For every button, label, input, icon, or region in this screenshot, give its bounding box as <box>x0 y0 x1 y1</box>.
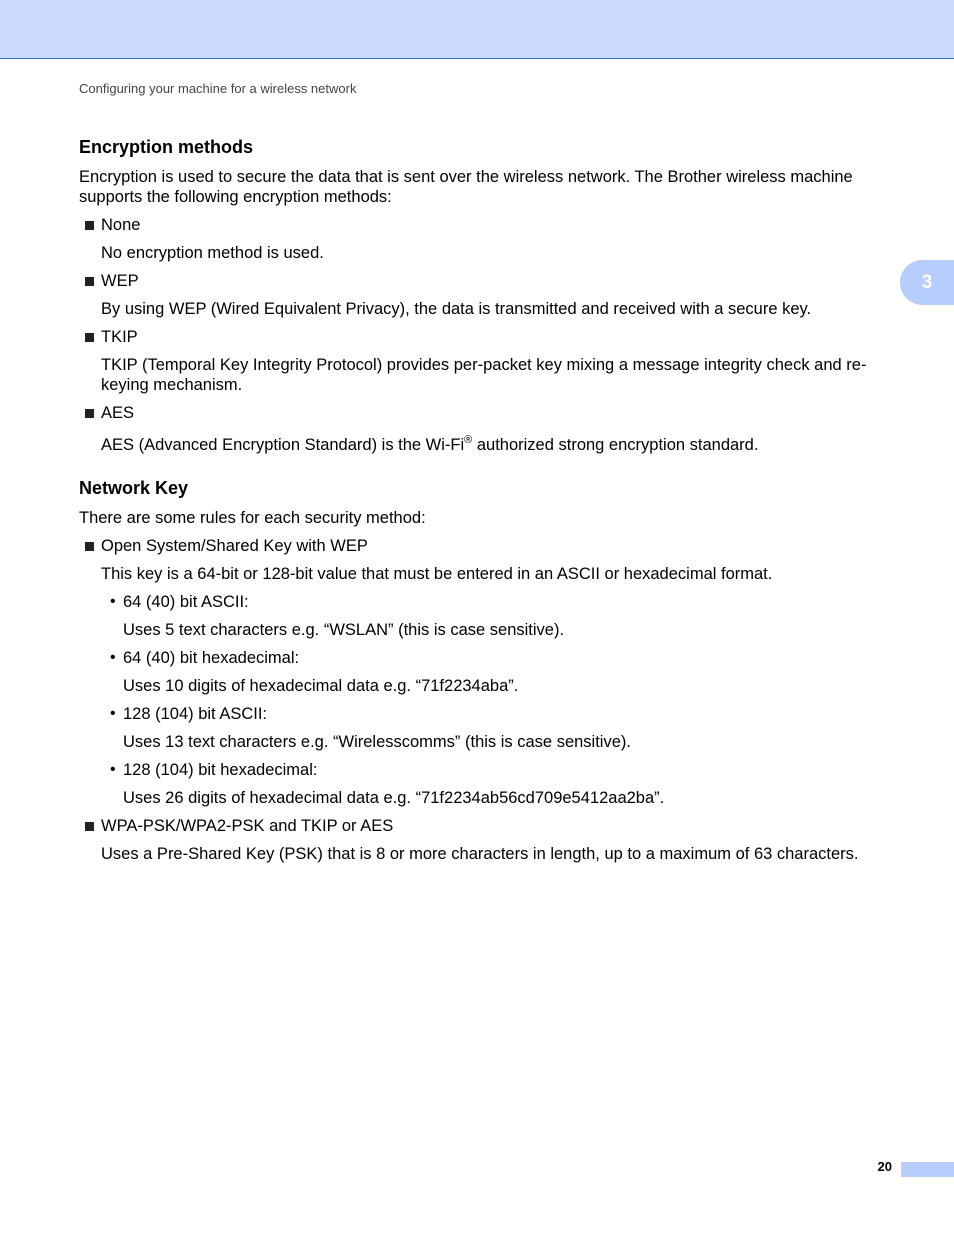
sub-list-item <box>79 592 894 612</box>
running-header: Configuring your machine for a wireless network <box>79 81 357 96</box>
round-bullet-icon: • <box>110 649 116 666</box>
list-item <box>79 215 894 235</box>
sub-item-title: 128 (104) bit ASCII: <box>123 705 267 723</box>
sub-list-item <box>79 760 894 780</box>
aes-desc-text: AES (Advanced Encryption Standard) is the Wi-Fi <box>101 436 465 454</box>
round-bullet-icon: • <box>110 593 116 610</box>
sub-item-description: Uses 10 digits of hexadecimal data e.g. “71f2234aba”. <box>123 677 519 695</box>
item-title: TKIP <box>101 328 138 346</box>
sub-item-title: 128 (104) bit hexadecimal: <box>123 761 318 779</box>
item-description: No encryption method is used. <box>101 244 324 262</box>
item-title: None <box>101 216 141 234</box>
round-bullet-icon: • <box>110 761 116 778</box>
encryption-intro: Encryption is used to secure the data that is sent over the wireless network. The Brother wireless machine supports the following encryption methods: <box>79 168 853 206</box>
item-title: AES <box>101 404 135 422</box>
footer-bar <box>901 1162 954 1177</box>
square-bullet-icon <box>85 542 94 551</box>
square-bullet-icon <box>85 409 94 418</box>
item-title: WEP <box>101 272 139 290</box>
header-band <box>0 0 954 59</box>
section-heading-encryption: Encryption methods <box>79 137 254 157</box>
item-title: Open System/Shared Key with WEP <box>101 537 368 555</box>
list-item <box>79 536 894 556</box>
item-description: By using WEP (Wired Equivalent Privacy), the data is transmitted and received with a secure key. <box>101 300 812 318</box>
page-content <box>79 136 894 872</box>
sub-item-description: Uses 13 text characters e.g. “Wirelesscomms” (this is case sensitive). <box>123 733 631 751</box>
aes-desc-text-end: authorized strong encryption standard. <box>472 436 759 454</box>
section-heading-network-key: Network Key <box>79 478 189 498</box>
item-description <box>79 435 894 455</box>
sub-item-description: Uses 5 text characters e.g. “WSLAN” (this is case sensitive). <box>123 621 565 639</box>
page-number: 20 <box>877 1159 892 1174</box>
list-item <box>79 816 894 836</box>
sub-item-title: 64 (40) bit ASCII: <box>123 593 249 611</box>
item-description: TKIP (Temporal Key Integrity Protocol) provides per-packet key mixing a message integrity check and re-keying mechanism. <box>101 356 867 394</box>
item-description: Uses a Pre-Shared Key (PSK) that is 8 or more characters in length, up to a maximum of 63 characters. <box>101 845 859 863</box>
network-key-intro: There are some rules for each security method: <box>79 509 426 527</box>
chapter-tab <box>900 260 954 305</box>
sub-item-description: Uses 26 digits of hexadecimal data e.g. “71f2234ab56cd709e5412aa2ba”. <box>123 789 665 807</box>
item-title: WPA-PSK/WPA2-PSK and TKIP or AES <box>101 817 394 835</box>
square-bullet-icon <box>85 822 94 831</box>
sub-list-item <box>79 704 894 724</box>
square-bullet-icon <box>85 333 94 342</box>
list-item <box>79 327 894 347</box>
chapter-number: 3 <box>921 271 933 293</box>
list-item <box>79 271 894 291</box>
registered-mark: ® <box>464 434 473 446</box>
sub-list-item <box>79 648 894 668</box>
round-bullet-icon: • <box>110 705 116 722</box>
list-item <box>79 403 894 423</box>
item-description: This key is a 64-bit or 128-bit value that must be entered in an ASCII or hexadecimal format. <box>101 565 773 583</box>
square-bullet-icon <box>85 221 94 230</box>
square-bullet-icon <box>85 277 94 286</box>
sub-item-title: 64 (40) bit hexadecimal: <box>123 649 300 667</box>
